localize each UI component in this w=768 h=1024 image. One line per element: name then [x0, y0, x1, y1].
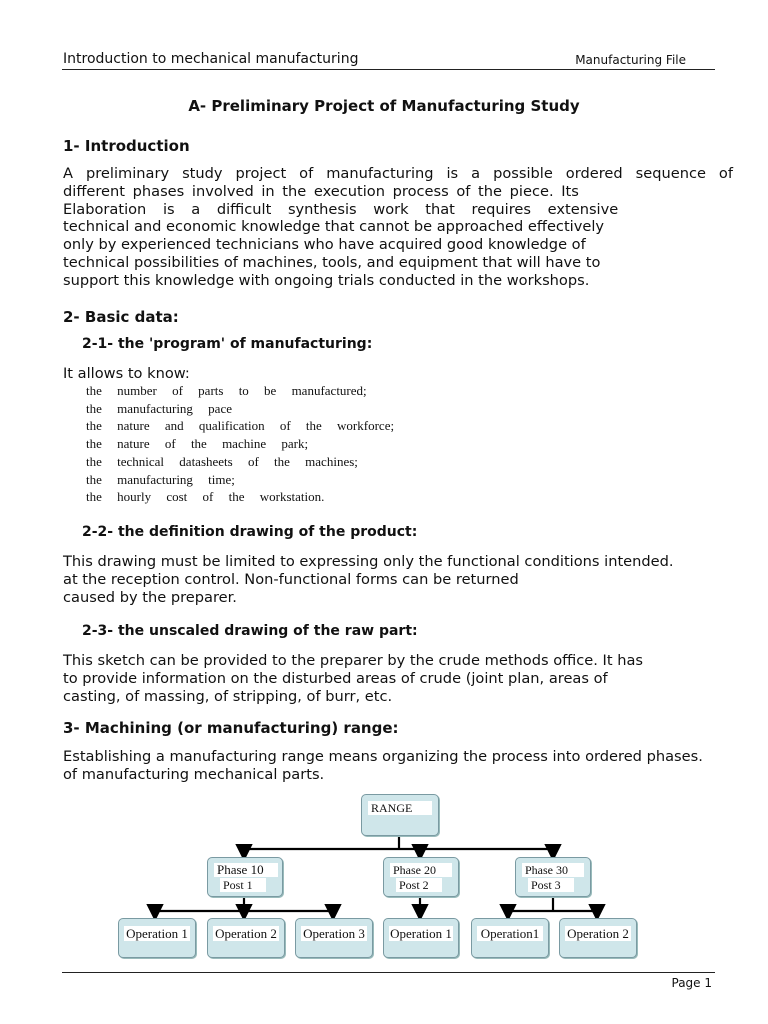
- header-left: Introduction to mechanical manufacturing: [63, 51, 359, 67]
- intro-line: different phases involved in the execution process of the piece. Its: [63, 182, 579, 200]
- range-line: of manufacturing mechanical parts.: [63, 765, 325, 783]
- operation-node: [118, 918, 196, 958]
- range-heading: 3- Machining (or manufacturing) range:: [63, 719, 399, 737]
- page-title: A- Preliminary Project of Manufacturing Study: [188, 97, 580, 115]
- phase-label: Phase 30: [522, 863, 584, 877]
- operation-label: Operation 2: [565, 926, 631, 941]
- list-item: the technical datasheets of the machines;: [86, 453, 358, 469]
- list-item: the nature of the machine park;: [86, 436, 309, 452]
- intro-line: support this knowledge with ongoing trials conducted in the workshops.: [63, 271, 590, 289]
- operation-node: [383, 918, 459, 958]
- operation-label: Operation1: [477, 926, 543, 941]
- phase-node: [383, 857, 459, 897]
- definition-line: This drawing must be limited to expressing only the functional conditions intended.: [63, 553, 674, 570]
- operation-node: [559, 918, 637, 958]
- phase-label: Phase 10: [214, 863, 278, 877]
- list-item: the hourly cost of the workstation.: [86, 489, 325, 505]
- list-item: the number of parts to be manufactured;: [86, 383, 367, 398]
- intro-line: A preliminary study project of manufacturing is a possible ordered sequence of: [63, 165, 733, 182]
- page-number: Page 1: [671, 976, 712, 990]
- list-item: the manufacturing time;: [86, 471, 235, 487]
- phase-node: [515, 857, 591, 897]
- unscaled-line: casting, of massing, of stripping, of burr, etc.: [63, 687, 393, 705]
- operation-node: [471, 918, 549, 958]
- range-root-label: RANGE: [368, 801, 432, 815]
- operation-node: [295, 918, 373, 958]
- operation-label: Operation 3: [301, 926, 367, 941]
- phase-node: [207, 857, 283, 897]
- operation-label: Operation 2: [213, 926, 279, 941]
- definition-line: caused by the preparer.: [63, 588, 237, 606]
- operation-label: Operation 1: [390, 926, 452, 941]
- range-root-node: [361, 794, 439, 836]
- intro-line: Elaboration is a difficult synthesis work that requires extensive: [63, 200, 619, 218]
- post-label: Post 3: [528, 878, 574, 892]
- basic-data-heading: 2- Basic data:: [63, 308, 179, 326]
- allows-text: It allows to know:: [63, 365, 190, 382]
- unscaled-line: to provide information on the disturbed areas of crude (joint plan, areas of: [63, 669, 608, 687]
- definition-heading: 2-2- the definition drawing of the product:: [82, 524, 418, 540]
- phase-label: Phase 20: [390, 863, 452, 877]
- footer-rule: [62, 972, 715, 973]
- definition-line: at the reception control. Non-functional forms can be returned: [63, 570, 519, 588]
- operation-node: [207, 918, 285, 958]
- header-right: Manufacturing File: [575, 53, 686, 67]
- operation-label: Operation 1: [124, 926, 190, 941]
- post-label: Post 1: [220, 878, 266, 892]
- intro-line: only by experienced technicians who have acquired good knowledge of: [63, 236, 586, 254]
- intro-heading: 1- Introduction: [63, 137, 190, 155]
- intro-line: technical and economic knowledge that cannot be approached effectively: [63, 218, 605, 236]
- list-item: the nature and qualification of the workforce;: [86, 418, 395, 434]
- post-label: Post 2: [396, 878, 442, 892]
- unscaled-heading: 2-3- the unscaled drawing of the raw part:: [82, 623, 418, 639]
- intro-line: technical possibilities of machines, tools, and equipment that will have to: [63, 253, 601, 271]
- range-line: Establishing a manufacturing range means organizing the process into ordered phases.: [63, 748, 703, 765]
- list-item: the manufacturing pace: [86, 400, 232, 416]
- unscaled-line: This sketch can be provided to the preparer by the crude methods office. It has: [63, 652, 644, 669]
- program-heading: 2-1- the 'program' of manufacturing:: [82, 336, 373, 352]
